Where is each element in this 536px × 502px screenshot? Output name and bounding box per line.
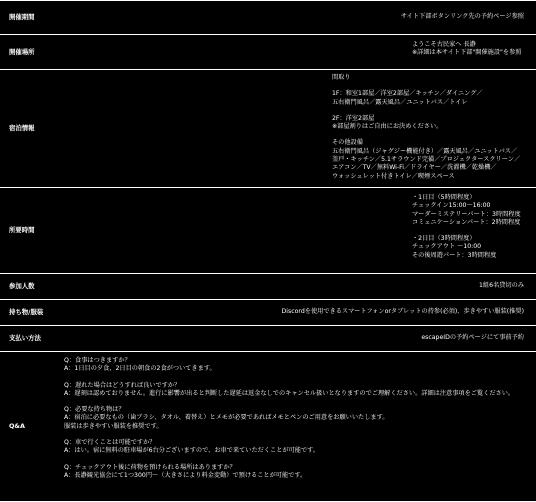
day2-line: ・2日目（3時間程度）: [412, 235, 476, 243]
floor1-line: 五右衛門風呂／露天風呂／ユニットバス／トイレ: [332, 98, 468, 106]
venue-label: 開催場所: [9, 47, 35, 56]
layout-heading: 間取り: [332, 74, 351, 81]
day2-line: チェックアウト ～10:00: [412, 243, 482, 251]
qa-answer: A：宿泊に必要なもの（歯ブラシ、タオル、着替え）とメモが必要であればメモとペンのご用意をお願いいたします。: [64, 414, 389, 422]
day2-line: その後周遊パート：3時間程度: [412, 251, 497, 259]
row-qa: [0, 351, 536, 502]
qa-answer: A：1日目の夕食、2日目の朝食の2食がついてきます。: [64, 365, 216, 373]
lodging-label: 宿泊情報: [9, 124, 35, 133]
day1-line: コミュニケーションパート：2時間程度: [412, 218, 521, 226]
participants-value: 1組6名貸切のみ: [479, 282, 524, 290]
qa-answer: A：遅刻は認めておりません。進行に影響が出ると判断した遅延は返金なしでのキャンセル扱いとなりますのでご理解ください。詳細は注意事項をご覧ください。: [64, 389, 515, 397]
day1-line: チェックイン15:00～16:00: [412, 202, 491, 210]
payment-label: 支払い方法: [9, 334, 41, 343]
row-belongings: [0, 299, 536, 325]
row-payment: [0, 325, 536, 351]
facility-line: ウォッシュレット付きトイレ／喫煙スペース: [332, 172, 455, 180]
qa-question: Q：車で行くことは可能ですか？: [64, 439, 156, 447]
participants-label: 参加人数: [9, 282, 35, 291]
qa-question: Q：食事はつきますか？: [64, 357, 131, 364]
qa-answer: A：長瀞観光協会にて1つ300円～（大きさにより料金変動）で預けることが可能です。: [64, 471, 307, 479]
row-time: [0, 187, 536, 273]
row-period: [0, 0, 536, 34]
period-label: 開催期間: [9, 13, 35, 22]
venue-value: [412, 41, 521, 58]
row-participants: [0, 273, 536, 299]
qa-question: Q：遅れた場合はどうすれば良いですか？: [64, 381, 181, 389]
day1-line: ・1日目（5時間程度）: [412, 194, 476, 201]
floor2-line: 2F：洋室2部屋: [332, 114, 375, 122]
belongings-label: 持ち物/服装: [9, 308, 44, 317]
qa-answer: A：はい。宿に無料の駐車場が6台分ございますので、お車で来ていただくことが可能です。: [64, 447, 320, 455]
qa-question: Q：チェックアウト後に荷物を預けられる場所はありますか？: [64, 463, 236, 471]
payment-value: escapeIDの予約ページにて事前予約: [421, 334, 524, 342]
venue-name: ようこそ古民家へ 長瀞: [412, 41, 476, 48]
row-venue: [0, 34, 536, 69]
qa-value: [64, 357, 514, 480]
belongings-value: Discordを使用できるスマートフォンorタブレットの持参(必須)、歩きやすい服装(推奨): [281, 308, 524, 316]
qa-question: Q：必要な持ち物は？: [64, 406, 125, 414]
facilities-heading: その他設備: [332, 139, 363, 147]
day1-line: マーダーミステリーパート：3時間程度: [412, 210, 521, 218]
period-value: サイト下部ボタンリンク先の予約ページ参照: [400, 13, 524, 21]
facility-line: 五右衛門風呂（ジャグジー機能付き）／露天風呂／ユニットバス／: [332, 147, 518, 155]
floor2-note: ※部屋割りはご自由にお決めください。: [332, 123, 443, 131]
row-lodging: [0, 69, 536, 187]
facility-line: エアコン／TV／無料Wi-Fi／ドライヤー／洗濯機／乾燥機／: [332, 164, 497, 172]
facility-line: 釜戸・キッチン／5.1サラウンド完備／プロジェクタースクリーン／: [332, 156, 521, 164]
time-value: [412, 194, 521, 260]
qa-answer: 服装は歩きやすい服装を推奨です。: [64, 422, 163, 430]
floor1-line: 1F：和室1部屋／洋室2部屋／キッチン／ダイニング／: [332, 90, 483, 98]
qa-label: Q&A: [9, 422, 25, 431]
lodging-value: [332, 74, 520, 181]
time-label: 所要時間: [9, 226, 35, 235]
venue-note: ※詳細は本サイト下部"開催施設"を参照: [412, 49, 522, 57]
